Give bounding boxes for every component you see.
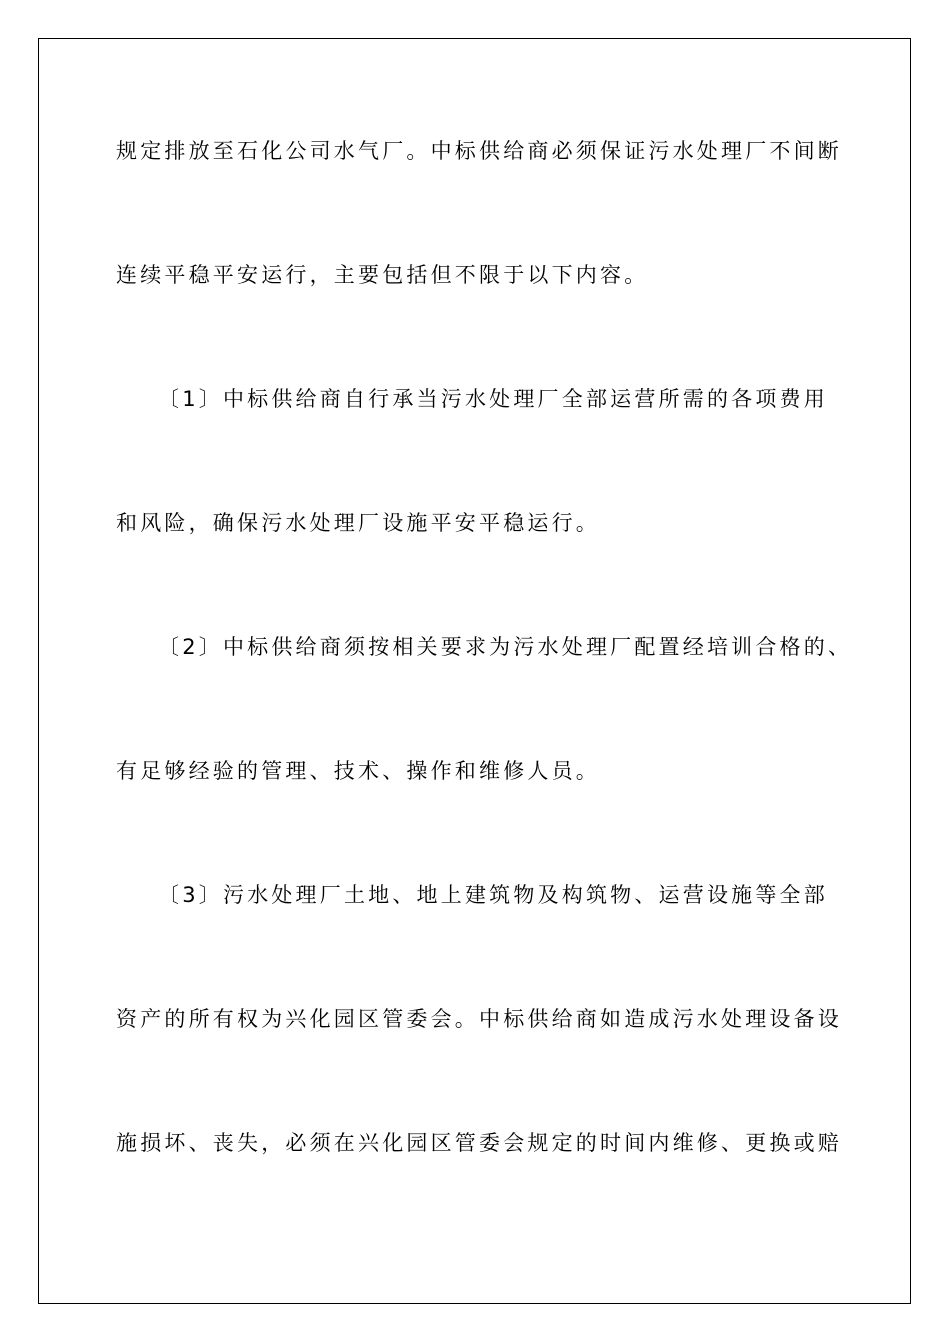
text-line: 有足够经验的管理、技术、操作和维修人员。 xyxy=(116,759,600,783)
paragraph-1-start: 〔1〕中标供给商自行承当污水处理厂全部运营所需的各项费用 xyxy=(158,387,828,411)
page-border xyxy=(38,38,911,1304)
text-line: 规定排放至石化公司水气厂。中标供给商必须保证污水处理厂不间断 xyxy=(116,139,842,163)
text-line: 施损坏、丧失，必须在兴化园区管委会规定的时间内维修、更换或赔 xyxy=(116,1131,842,1155)
text-line: 资产的所有权为兴化园区管委会。中标供给商如造成污水处理设备设 xyxy=(116,1007,842,1031)
paragraph-2-start: 〔2〕中标供给商须按相关要求为污水处理厂配置经培训合格的、 xyxy=(158,635,853,659)
paragraph-3-start: 〔3〕污水处理厂土地、地上建筑物及构筑物、运营设施等全部 xyxy=(158,883,828,907)
text-line: 连续平稳平安运行，主要包括但不限于以下内容。 xyxy=(116,263,649,287)
text-line: 和风险，确保污水处理厂设施平安平稳运行。 xyxy=(116,511,600,535)
